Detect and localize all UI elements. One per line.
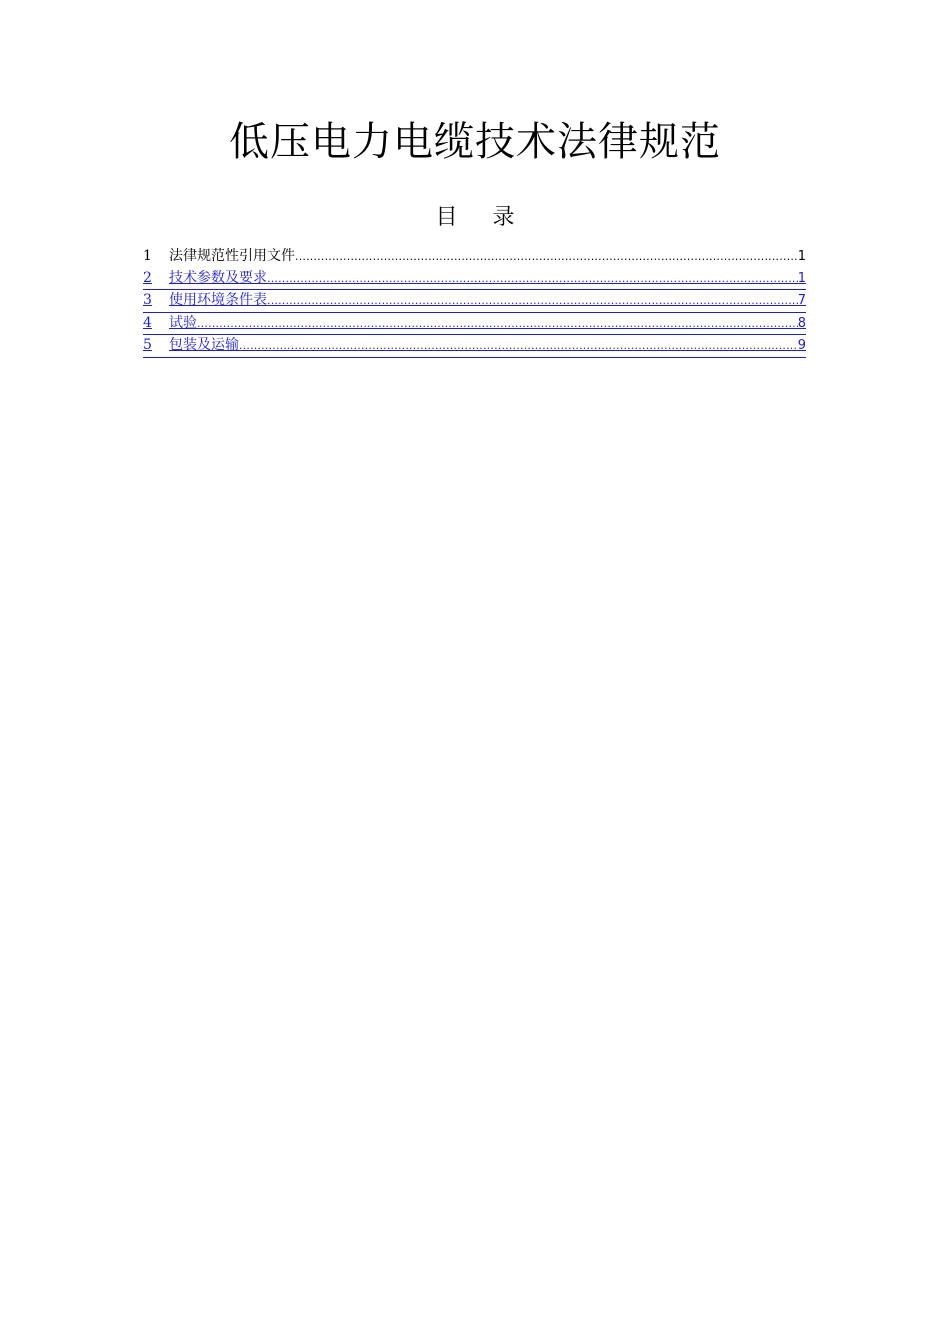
toc-entry-page: 1	[797, 249, 806, 264]
toc-link[interactable]	[143, 335, 806, 358]
toc-dot-leader	[239, 335, 798, 356]
toc-entry-label: 技术参数及要求	[169, 269, 267, 286]
toc-heading: 目 录	[435, 205, 515, 230]
toc-link[interactable]	[143, 268, 806, 291]
toc-entry-number: 5	[143, 337, 152, 353]
toc-link[interactable]	[143, 313, 806, 336]
toc-dot-leader	[295, 246, 798, 267]
toc-entry-number: 4	[143, 314, 152, 331]
toc-entry-number: 1	[143, 248, 152, 264]
toc-entry-label: 包装及运输	[169, 337, 239, 353]
toc-entry	[143, 246, 806, 268]
toc-dot-leader	[267, 268, 798, 289]
table-of-contents	[143, 246, 806, 358]
toc-entry-label: 法律规范性引用文件	[169, 248, 295, 264]
toc-entry-label: 使用环境条件表	[169, 292, 267, 308]
toc-entry-number: 3	[143, 292, 152, 308]
toc-entry-page: 1	[797, 270, 806, 286]
toc-link[interactable]	[143, 290, 806, 313]
toc-entry-page: 8	[797, 315, 806, 331]
toc-entry-number: 2	[143, 269, 152, 286]
document-title: 低压电力电缆技术法律规范	[229, 119, 721, 165]
toc-entry-page: 7	[797, 293, 806, 308]
toc-dot-leader	[197, 313, 798, 334]
toc-dot-leader	[267, 290, 798, 311]
toc-entry-page: 9	[797, 338, 806, 353]
toc-entry-label: 试验	[169, 314, 197, 331]
